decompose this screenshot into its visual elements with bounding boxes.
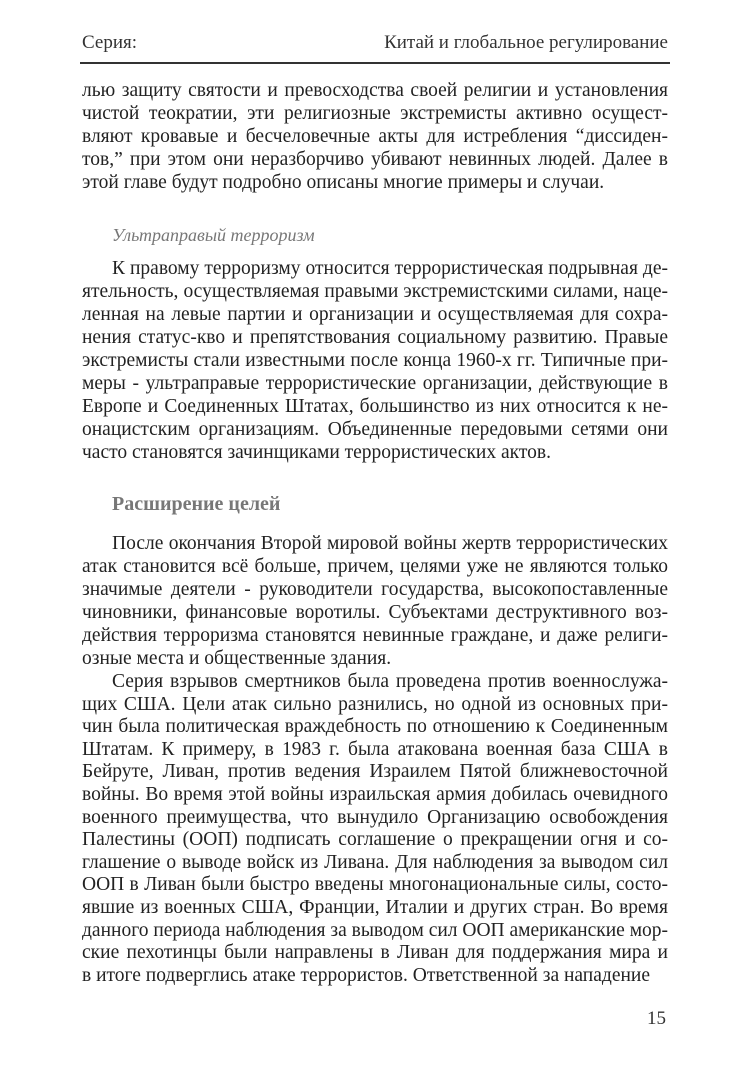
text-line: чин была политическая враждебность по отношению к Соединенным: [82, 716, 668, 738]
text-line: чистой теократии, эти религиозные экстремисты активно осущест-: [82, 103, 668, 124]
text-line: явшие из военных США, Франции, Италии и других стран. Во время: [82, 896, 668, 918]
text-line: Серия взрывов смертников была проведена против военнослужа-: [112, 671, 668, 692]
text-line: ятельность, осуществляемая правыми экстремистскими силами, наце-: [82, 281, 668, 302]
text-line: чиновники, финансовые воротилы. Субъектами деструктивного воз-: [82, 602, 668, 623]
paragraph: [82, 257, 668, 464]
paragraph: [82, 79, 668, 194]
section-heading-expansion-of-targets: Расширение целей: [112, 493, 281, 515]
text-line: Европе и Соединенных Штатах, большинство из них относится к не-: [82, 396, 668, 417]
text-line: После окончания Второй мировой войны жертв террористических: [112, 533, 668, 554]
text-line: значимые деятели - руководители государства, высокопоставленные: [82, 579, 668, 600]
text-line: ленная на левые партии и организации и осуществляемая для сохра-: [82, 304, 668, 325]
text-line: тов,” при этом они неразборчиво убивают невинных людей. Далее в: [82, 149, 668, 170]
text-line: нения статус-кво и препятствования социальному развитию. Правые: [82, 327, 668, 348]
paragraph: [82, 671, 668, 987]
text-line: ские пехотинцы были направлены в Ливан для поддержания мира и: [82, 942, 668, 964]
text-line: озные места и общественные здания.: [82, 648, 392, 669]
text-line: войны. Во время этой войны израильская армия добилась очевидного: [82, 783, 668, 805]
text-line: Штатам. К примеру, в 1983 г. была атакована военная база США в: [82, 738, 668, 760]
text-line: экстремисты стали известными после конца 1960-х гг. Типичные при-: [82, 350, 668, 371]
header-rule: [80, 62, 670, 64]
running-header-series: Серия:: [82, 32, 138, 53]
text-line: часто становятся зачинщиками террористических актов.: [82, 442, 551, 463]
text-line: онацистским организациям. Объединенные передовыми сетями они: [82, 419, 668, 440]
text-line: военного преимущества, что вынудило Организацию освобождения: [82, 806, 668, 828]
text-line: щих США. Цели атак сильно разнились, но одной из основных при-: [82, 693, 668, 715]
page-number: 15: [647, 1008, 666, 1029]
subheading-ultra-right-terrorism: Ультраправый терроризм: [112, 225, 315, 245]
text-line: К правому терроризму относится террористическая подрывная де-: [112, 258, 668, 279]
paragraph: [82, 532, 668, 670]
text-line: меры - ультраправые террористические организации, действующие в: [82, 373, 668, 394]
running-header-title: Китай и глобальное регулирование: [384, 32, 668, 53]
text-line: в итоге подверглись атаке террористов. Ответственной за нападение: [82, 964, 650, 986]
text-line: данного периода наблюдения за выводом сил ООП американские мор-: [82, 919, 669, 941]
text-line: ООП в Ливан были быстро введены многонациональные силы, состо-: [82, 874, 668, 896]
text-line: вляют кровавые и бесчеловечные акты для истребления “диссиден-: [82, 126, 668, 147]
text-line: Бейруте, Ливан, против ведения Израилем Пятой ближневосточной: [82, 761, 668, 783]
text-line: этой главе будут подробно описаны многие примеры и случаи.: [82, 172, 605, 193]
text-line: действия терроризма становятся невинные граждане, и даже религи-: [82, 625, 668, 646]
text-line: Палестины (ООП) подписать соглашение о прекращении огня и со-: [82, 829, 668, 851]
text-line: лью защиту святости и превосходства своей религии и установления: [82, 80, 668, 101]
text-line: атак становится всё больше, причем, целями уже не являются только: [82, 556, 668, 577]
text-line: глашение о выводе войск из Ливана. Для наблюдения за выводом сил: [82, 851, 668, 873]
